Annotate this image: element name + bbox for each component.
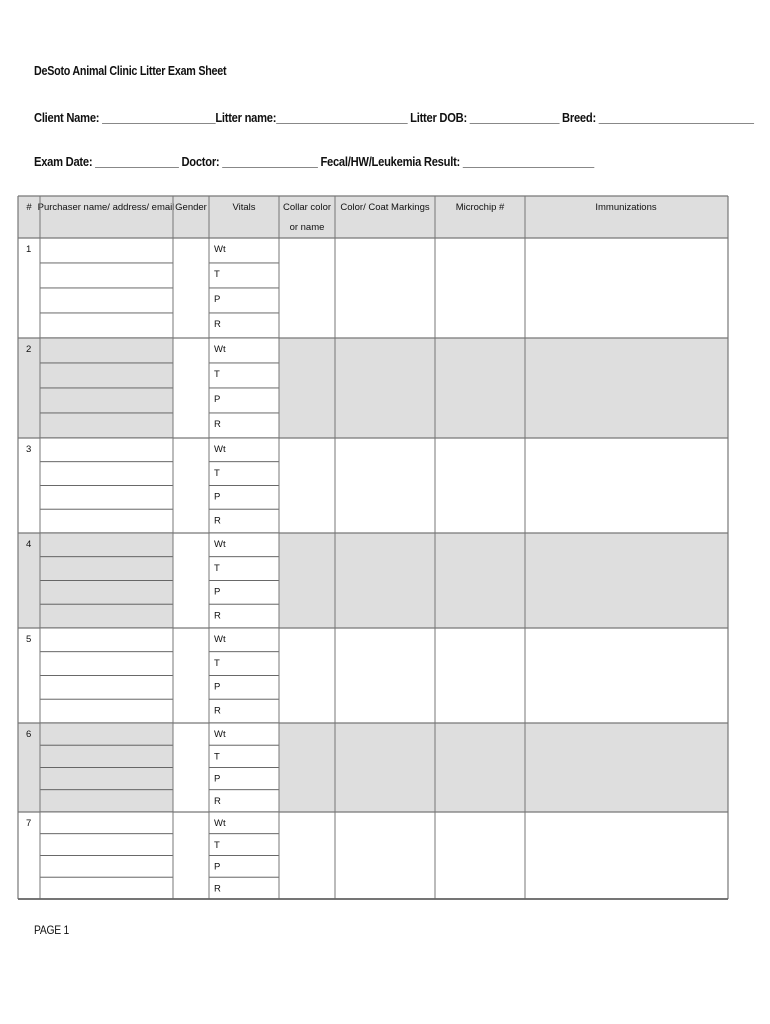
purchaser-field[interactable] [40, 745, 173, 767]
vital-label: P [214, 394, 221, 405]
vital-label: P [214, 773, 221, 785]
col-header-purchaser: Purchaser name/ address/ email [37, 202, 175, 213]
client-info-line[interactable]: Client Name: ___________________Litter name:______________________ Litter DOB: _______________ Breed: __________________________ [34, 110, 754, 125]
row-shade [209, 723, 728, 812]
purchaser-field[interactable] [40, 812, 173, 834]
vital-label: P [214, 861, 221, 873]
vital-label: T [214, 369, 220, 380]
purchaser-field[interactable] [40, 238, 173, 263]
page-number: PAGE 1 [34, 923, 69, 937]
vital-label: P [214, 491, 221, 503]
purchaser-field[interactable] [40, 288, 173, 313]
vital-label: P [214, 681, 221, 693]
col-header-coat: Color/ Coat Markings [340, 202, 430, 213]
purchaser-field[interactable] [40, 462, 173, 486]
vital-label: Wt [214, 729, 226, 740]
vital-label: R [214, 419, 221, 430]
col-header-gender: Gender [175, 202, 207, 213]
purchaser-field[interactable] [40, 652, 173, 676]
row-number: 2 [26, 344, 32, 355]
row-shade [209, 338, 728, 438]
col-header-vitals: Vitals [232, 202, 256, 213]
col-header-immunizations: Immunizations [595, 202, 657, 213]
vital-label: T [214, 839, 220, 851]
purchaser-field[interactable] [40, 676, 173, 700]
purchaser-field[interactable] [40, 604, 173, 628]
row-number: 1 [26, 244, 32, 255]
row-shade [209, 533, 728, 628]
vital-label: R [214, 515, 221, 527]
row-number: 6 [26, 729, 32, 740]
purchaser-field[interactable] [40, 723, 173, 745]
purchaser-field[interactable] [40, 581, 173, 605]
purchaser-field[interactable] [40, 856, 173, 878]
vital-label: R [214, 705, 221, 717]
purchaser-field[interactable] [40, 699, 173, 723]
purchaser-field[interactable] [40, 388, 173, 413]
purchaser-field[interactable] [40, 790, 173, 812]
row-number: 3 [26, 444, 32, 455]
purchaser-field[interactable] [40, 877, 173, 899]
vital-label: Wt [214, 818, 226, 829]
purchaser-field[interactable] [40, 486, 173, 510]
purchaser-field[interactable] [40, 834, 173, 856]
col-header-number: # [26, 202, 32, 213]
document-title: DeSoto Animal Clinic Litter Exam Sheet [34, 64, 227, 78]
vital-label: Wt [214, 539, 226, 550]
vital-label: Wt [214, 634, 226, 645]
col-header-collar: Collar color [282, 202, 332, 213]
vital-label: T [214, 751, 220, 763]
vital-label: R [214, 883, 221, 895]
vital-label: R [214, 319, 221, 330]
purchaser-field[interactable] [40, 338, 173, 363]
exam-info-line[interactable]: Exam Date: ______________ Doctor: ________________ Fecal/HW/Leukemia Result: ______________________ [34, 154, 594, 169]
vital-label: T [214, 269, 220, 280]
vital-label: T [214, 657, 220, 669]
vital-label: Wt [214, 444, 226, 455]
purchaser-field[interactable] [40, 557, 173, 581]
purchaser-field[interactable] [40, 509, 173, 533]
purchaser-field[interactable] [40, 768, 173, 790]
vital-label: P [214, 294, 221, 305]
vital-label: Wt [214, 344, 226, 355]
vital-label: R [214, 795, 221, 807]
purchaser-field[interactable] [40, 263, 173, 288]
purchaser-field[interactable] [40, 413, 173, 438]
row-number: 7 [26, 818, 32, 829]
vital-label: Wt [214, 244, 226, 255]
purchaser-field[interactable] [40, 438, 173, 462]
col-header-collar-line2: or name [289, 222, 325, 233]
purchaser-field[interactable] [40, 533, 173, 557]
purchaser-field[interactable] [40, 363, 173, 388]
col-header-microchip: Microchip # [455, 202, 505, 213]
purchaser-field[interactable] [40, 628, 173, 652]
vital-label: P [214, 586, 221, 598]
purchaser-field[interactable] [40, 313, 173, 338]
vital-label: T [214, 562, 220, 574]
row-number: 4 [26, 539, 32, 550]
vital-label: R [214, 610, 221, 622]
row-number: 5 [26, 634, 32, 645]
vital-label: T [214, 467, 220, 479]
